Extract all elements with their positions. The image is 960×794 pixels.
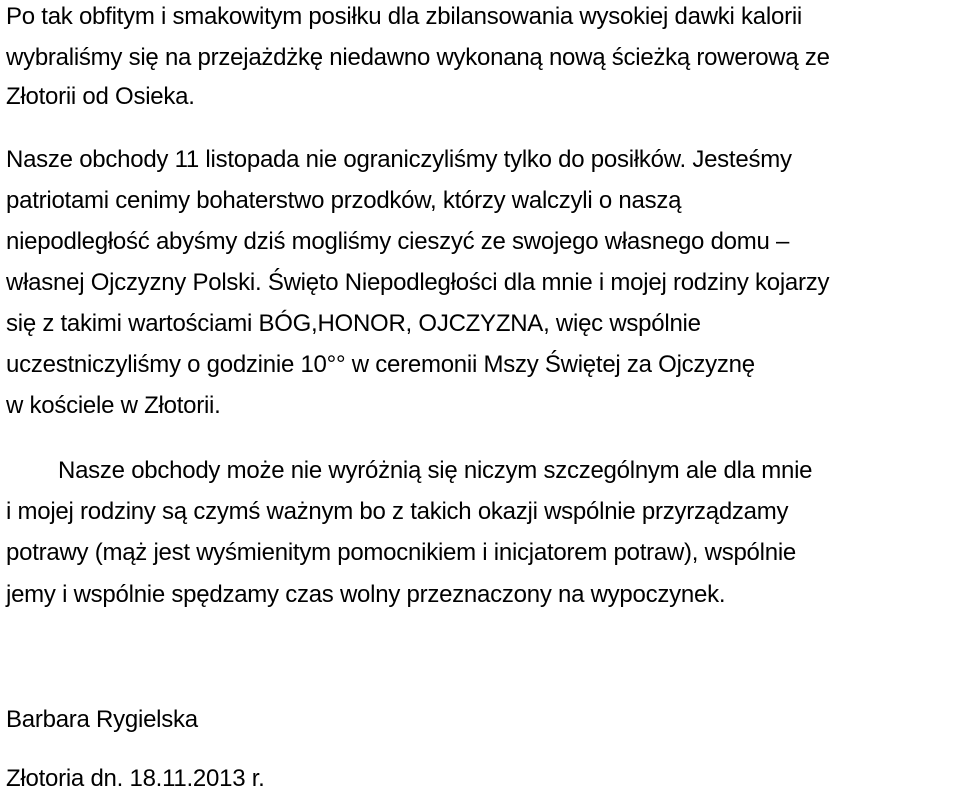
text-line: Złotorii od Osieka.	[6, 83, 195, 110]
text-line: patriotami cenimy bohaterstwo przodków, którzy walczyli o naszą	[6, 187, 682, 214]
text-line: Nasze obchody może nie wyróżnią się niczym szczególnym ale dla mnie	[58, 457, 813, 484]
text-line: w kościele w Złotorii.	[6, 392, 221, 419]
text-line: niepodległość abyśmy dziś mogliśmy cieszyć ze swojego własnego domu –	[6, 228, 790, 255]
text-line: i mojej rodziny są czymś ważnym bo z takich okazji wspólnie przyrządzamy	[6, 498, 789, 525]
text-line: jemy i wspólnie spędzamy czas wolny przeznaczony na wypoczynek.	[6, 581, 726, 608]
signature: Barbara Rygielska	[6, 706, 198, 733]
text-line: Nasze obchody 11 listopada nie ograniczyliśmy tylko do posiłków. Jesteśmy	[6, 146, 792, 173]
text-line: własnej Ojczyzny Polski. Święto Niepodległości dla mnie i mojej rodziny kojarzy	[6, 269, 830, 296]
text-line: się z takimi wartościami BÓG,HONOR, OJCZYZNA, więc wspólnie	[6, 310, 701, 337]
text-line: uczestniczyliśmy o godzinie 10°° w ceremonii Mszy Świętej za Ojczyznę	[6, 351, 755, 378]
date-line: Złotoria dn. 18.11.2013 r.	[6, 765, 265, 792]
text-line: wybraliśmy się na przejażdżkę niedawno wykonaną nową ścieżką rowerową ze	[6, 44, 830, 71]
document-page	[6, 0, 956, 794]
text-line: Po tak obfitym i smakowitym posiłku dla zbilansowania wysokiej dawki kalorii	[6, 3, 802, 30]
text-line: potrawy (mąż jest wyśmienitym pomocnikiem i inicjatorem potraw), wspólnie	[6, 539, 796, 566]
